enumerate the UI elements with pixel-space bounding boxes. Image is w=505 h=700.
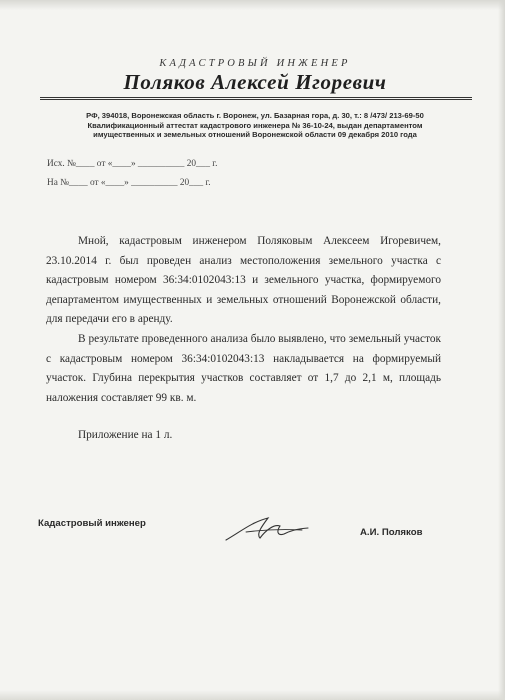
handwritten-signature — [222, 510, 312, 548]
signatory-role: Кадастровый инженер — [38, 518, 146, 529]
letter-body — [46, 232, 441, 408]
incoming-reference: На №____ от «____» __________ 20___ г. — [47, 178, 211, 188]
body-paragraph: В результате проведенного анализа было выявлено, что земельный участок с кадастровым номером 36:34:0102043:13 накладывается на формируемый участок. Глубина перекрытия участков составляет от 1,7 до 2,1 м, площадь наложения составляет 99 кв. м. — [46, 332, 441, 404]
scan-edge-top — [0, 0, 505, 10]
letterhead-details — [46, 111, 464, 140]
scan-edge-right — [498, 0, 505, 700]
letterhead-name: Поляков Алексей Игоревич — [123, 70, 387, 94]
body-paragraph: Мной, кадастровым инженером Поляковым Алексеем Игоревичем, 23.10.2014 г. был проведен анализ местоположения земельного участка с кадастровым номером 36:34:0102043:13 и земельного участка, формируемого департаментом имущественных и земельных отношений Воронежской области, для передачи его в аренду. — [46, 235, 441, 326]
letterhead-certificate-issuer: имущественных и земельных отношений Воронежской области 09 декабря 2010 года — [93, 130, 417, 140]
outgoing-reference: Исх. №____ от «____» __________ 20___ г. — [47, 159, 218, 169]
attachment-note: Приложение на 1 л. — [78, 429, 173, 441]
signatory-name: А.И. Поляков — [360, 527, 423, 538]
letterhead-title: КАДАСТРОВЫЙ ИНЖЕНЕР — [159, 58, 351, 69]
letterhead-certificate: Квалификационный аттестат кадастрового инженера № 36-10-24, выдан департаментом — [87, 120, 423, 130]
scan-edge-bottom — [0, 690, 505, 700]
letterhead-address: РФ, 394018, Воронежская область г. Воронеж, ул. Базарная гора, д. 30, т.: 8 /473/ 213-69-50 — [86, 111, 424, 120]
document-references — [47, 155, 217, 193]
letterhead-divider — [40, 97, 472, 100]
